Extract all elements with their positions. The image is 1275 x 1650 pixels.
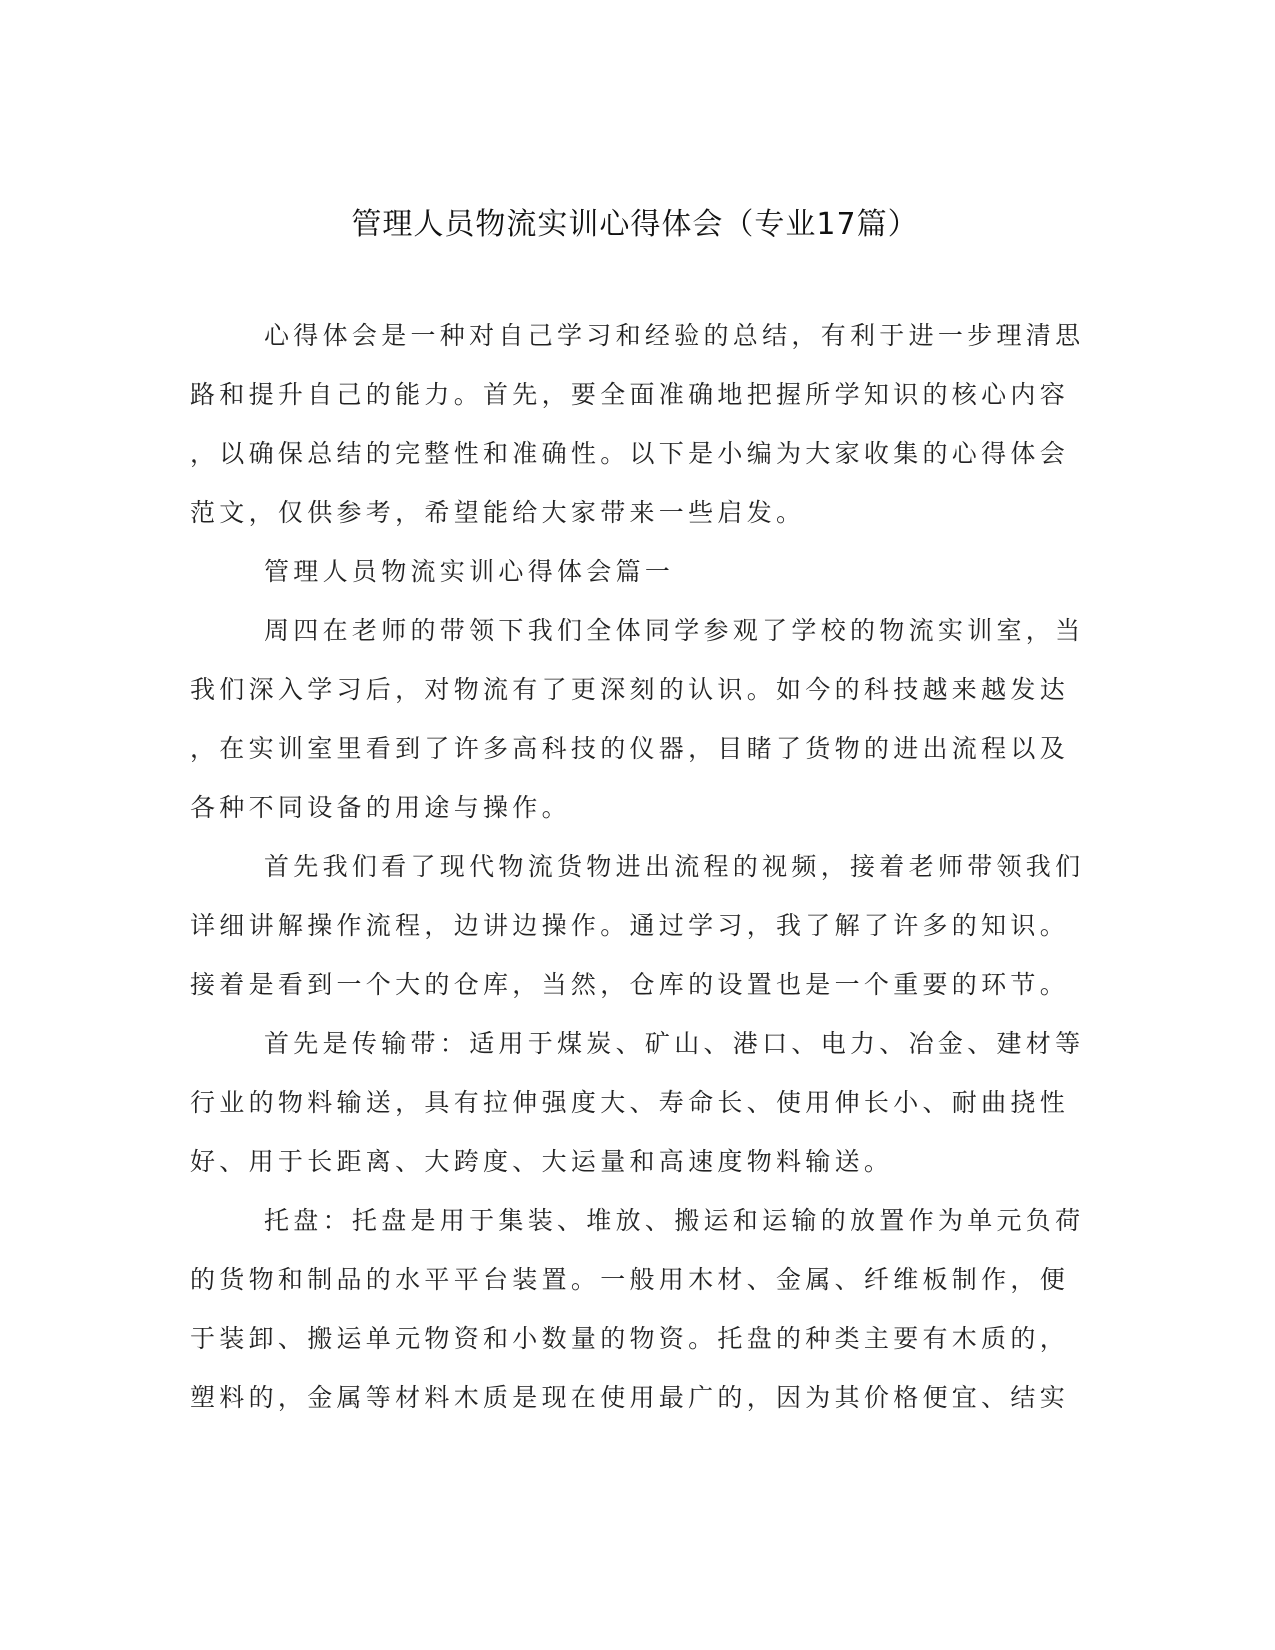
paragraph-line: 好、用于长距离、大跨度、大运量和高速度物料输送。 [190, 1147, 894, 1176]
paragraph-line: 塑料的，金属等材料木质是现在使用最广的，因为其价格便宜、结实 [190, 1383, 1070, 1412]
paragraph-line: 周四在老师的带领下我们全体同学参观了学校的物流实训室，当 [264, 616, 1085, 645]
section-heading: 管理人员物流实训心得体会篇一 [264, 557, 675, 586]
paragraph-line: 路和提升自己的能力。首先，要全面准确地把握所学知识的核心内容 [190, 380, 1070, 409]
paragraph-line: 行业的物料输送，具有拉伸强度大、寿命长、使用伸长小、耐曲挠性 [190, 1088, 1070, 1117]
paragraph-line: 的货物和制品的水平平台装置。一般用木材、金属、纤维板制作，便 [190, 1265, 1070, 1294]
paragraph-line: 托盘：托盘是用于集装、堆放、搬运和运输的放置作为单元负荷 [264, 1206, 1085, 1235]
paragraph-line: 详细讲解操作流程，边讲边操作。通过学习，我了解了许多的知识。 [190, 911, 1070, 940]
paragraph-line: 接着是看到一个大的仓库，当然，仓库的设置也是一个重要的环节。 [190, 970, 1070, 999]
paragraph-line: 首先是传输带：适用于煤炭、矿山、港口、电力、冶金、建材等 [264, 1029, 1085, 1058]
paragraph-line: 首先我们看了现代物流货物进出流程的视频，接着老师带领我们 [264, 852, 1085, 881]
paragraph-line: ，以确保总结的完整性和准确性。以下是小编为大家收集的心得体会 [190, 439, 1070, 468]
paragraph-line: 范文，仅供参考，希望能给大家带来一些启发。 [190, 498, 806, 527]
paragraph-line: ，在实训室里看到了许多高科技的仪器，目睹了货物的进出流程以及 [190, 734, 1070, 763]
paragraph-line: 我们深入学习后，对物流有了更深刻的认识。如今的科技越来越发达 [190, 675, 1070, 704]
paragraph-line: 于装卸、搬运单元物资和小数量的物资。托盘的种类主要有木质的， [190, 1324, 1070, 1353]
paragraph-line: 心得体会是一种对自己学习和经验的总结，有利于进一步理清思 [264, 321, 1085, 350]
document-title: 管理人员物流实训心得体会（专业17篇） [351, 207, 919, 242]
paragraph-line: 各种不同设备的用途与操作。 [190, 793, 571, 822]
